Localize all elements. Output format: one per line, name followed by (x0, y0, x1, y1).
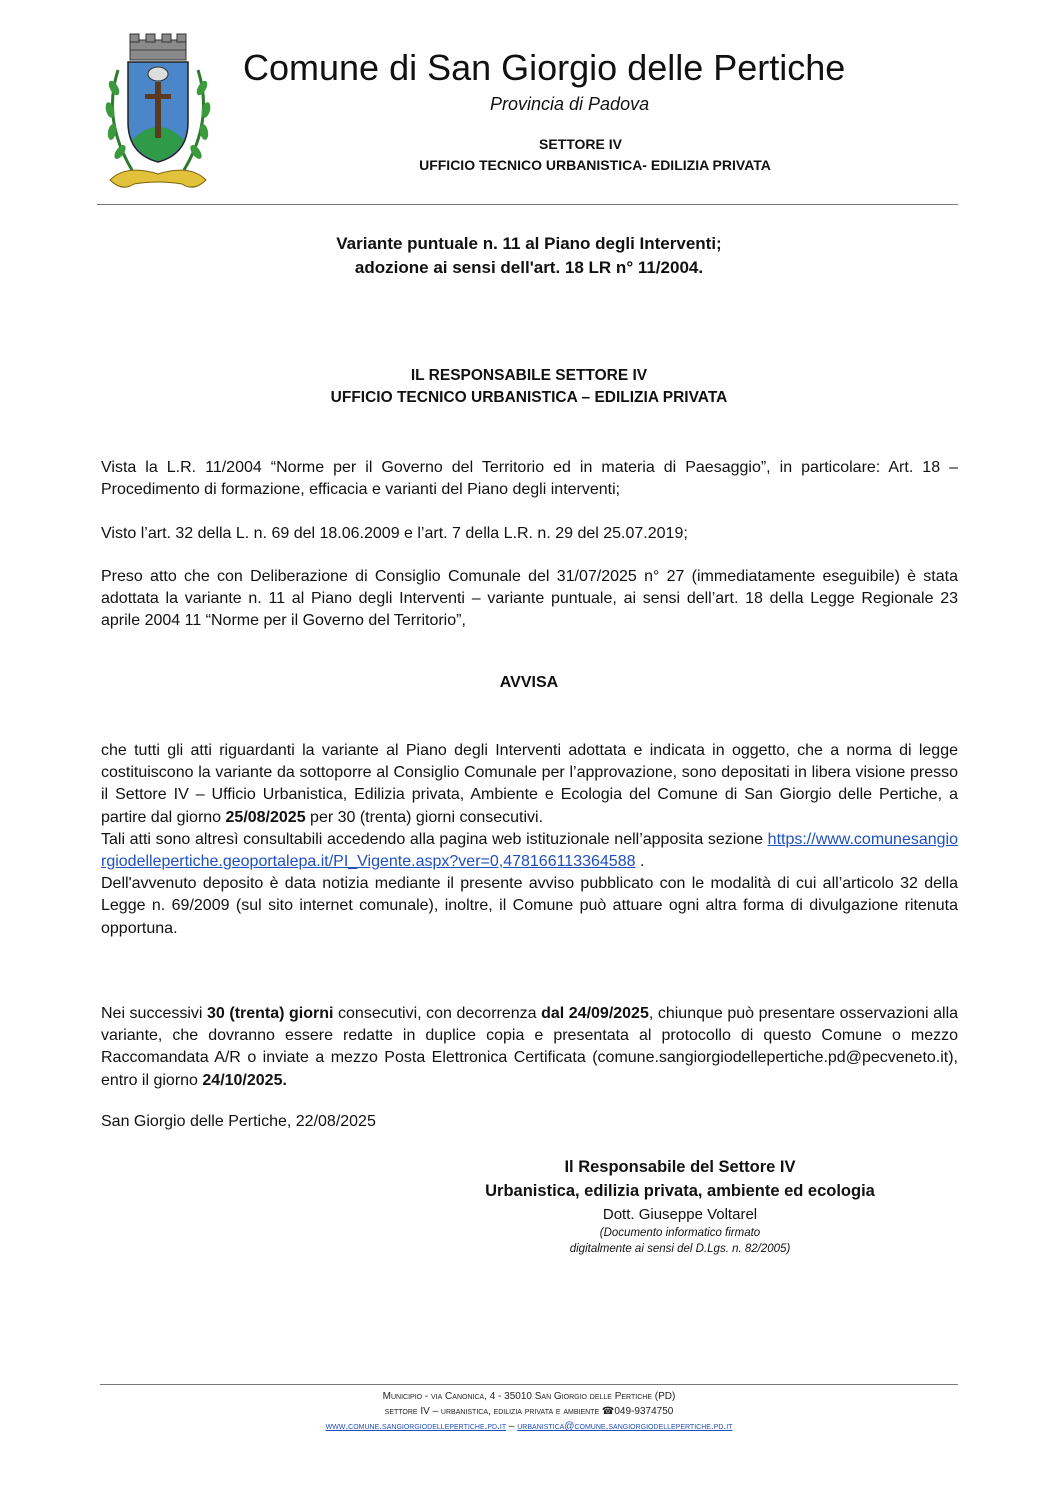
paragraph-preso-atto: Preso atto che con Deliberazione di Consiglio Comunale del 31/07/2025 n° 27 (immediatamente eseguibile) è stata adottata la variante n. 11 al Piano degli Interventi – variante puntuale, ai sensi dell’art. 18 della Legge Regionale 23 aprile 2004 11 “Norme per il Governo del Territorio”, (101, 568, 958, 630)
place-and-date: San Giorgio delle Pertiche, 22/08/2025 (101, 1113, 376, 1130)
signature-area: Urbanistica, edilizia privata, ambiente ed ecologia (485, 1182, 875, 1200)
signature-note-1: (Documento informatico firmato (599, 1227, 761, 1239)
header-divider (97, 204, 958, 205)
subject-line-1: Variante puntuale n. 11 al Piano degli Interventi; (336, 234, 722, 253)
observations-deadline: 24/10/2025. (202, 1071, 287, 1089)
deposit-start-date: 25/08/2025 (225, 808, 306, 826)
geoportal-link[interactable]: https://www.comunesangiorgiodellepertiche.geoportalepa.it/PI_Vigente.aspx?ver=0,478166113364588 (101, 830, 958, 871)
observations-text-3: , chiunque può presentare osservazioni alla variante, che dovranno essere redatte in duplice copia e presentata al protocollo di questo Comune o mezzo Raccomandata A/R o inviate a mezzo Posta Elettronica Certificata (comune.sangiorgiodellepertiche.pd@pecveneto.it), entro il giorno (101, 1005, 959, 1089)
signature-role: Il Responsabile del Settore IV (564, 1158, 796, 1176)
subject-line-2: adozione ai sensi dell'art. 18 LR n° 11/2004. (354, 258, 704, 277)
observations-days: 30 (trenta) giorni (207, 1005, 334, 1022)
consult-text: Tali atti sono altresì consultabili accedendo alla pagina web istituzionale nell’apposita sezione (101, 830, 768, 848)
signature-name: Dott. Giuseppe Voltarel (602, 1206, 758, 1223)
sector-label: SETTORE IV (539, 136, 622, 152)
signature-block (420, 1155, 940, 1257)
sector-heading (0, 136, 1058, 173)
avvisa-heading: AVVISA (499, 674, 559, 691)
deposit-text: che tutti gli atti riguardanti la variante al Piano degli Interventi adottata e indicata in oggetto, che a norma di legge costituiscono la variante da sottoporre al Consiglio Comunale per l’approvazione, sono depositati in libera visione presso il Settore IV – Ufficio Urbanistica, Edilizia privata, Ambiente e Ecologia del Comune di San Giorgio delle Pertiche, a partire dal giorno (101, 742, 958, 826)
signature-note-2: digitalmente ai sensi del D.Lgs. n. 82/2005) (569, 1243, 791, 1255)
footer-separator: – (506, 1421, 518, 1432)
footer-sector: settore IV – urbanistica, edilizia privata e ambiente (384, 1406, 602, 1417)
footer-divider (100, 1384, 958, 1385)
paragraph-visto: Visto l’art. 32 della L. n. 69 del 18.06.2009 e l’art. 7 della L.R. n. 29 del 25.07.2019; (101, 525, 688, 542)
footer-website-link[interactable]: www.comune.sangiorgiodellepertiche.pd.it (325, 1421, 507, 1432)
paragraph-observations (101, 1003, 958, 1092)
phone-icon: ☎ (601, 1406, 615, 1417)
page-footer (100, 1389, 958, 1434)
consult-text-end: . (635, 853, 645, 871)
footer-links (100, 1419, 958, 1434)
footer-contact (100, 1404, 958, 1419)
footer-phone: 049-9374750 (614, 1406, 674, 1417)
responsible-line-1: IL RESPONSABILE SETTORE IV (410, 367, 648, 384)
province-name: Provincia di Padova (490, 94, 650, 114)
paragraph-legal-basis: Vista la L.R. 11/2004 “Norme per il Governo del Territorio ed in materia di Paesaggio”, in particolare: Art. 18 – Procedimento di formazione, efficacia e varianti del Piano degli interventi; (101, 459, 958, 499)
observations-text-1: Nei successivi (101, 1005, 208, 1022)
footer-address: Municipio - via Canonica, 4 - 35010 San Giorgio delle Pertiche (PD) (382, 1391, 676, 1402)
responsible-line-2: UFFICIO TECNICO URBANISTICA – EDILIZIA PRIVATA (330, 389, 728, 406)
deposit-text-end: per 30 (trenta) giorni consecutivi. (305, 808, 544, 826)
office-label: UFFICIO TECNICO URBANISTICA- EDILIZIA PRIVATA (419, 157, 771, 173)
responsible-heading (100, 365, 958, 409)
observations-from-date: dal 24/09/2025 (541, 1005, 649, 1022)
footer-email-link[interactable]: urbanistica@comune.sangiorgiodellepertiche.pd.it (517, 1421, 733, 1432)
paragraph-deposit (101, 740, 958, 940)
municipality-title: Comune di San Giorgio delle Pertiche (243, 47, 846, 88)
publication-text: Dell'avvenuto deposito è data notizia mediante il presente avviso pubblicato con le modalità di cui all’articolo 32 della Legge n. 69/2009 (sul sito internet comunale), inoltre, il Comune può attuare ogni altra forma di divulgazione ritenuta opportuna. (101, 875, 958, 937)
observations-text-2: consecutivi, con decorrenza (333, 1005, 542, 1022)
document-subject (100, 232, 958, 280)
